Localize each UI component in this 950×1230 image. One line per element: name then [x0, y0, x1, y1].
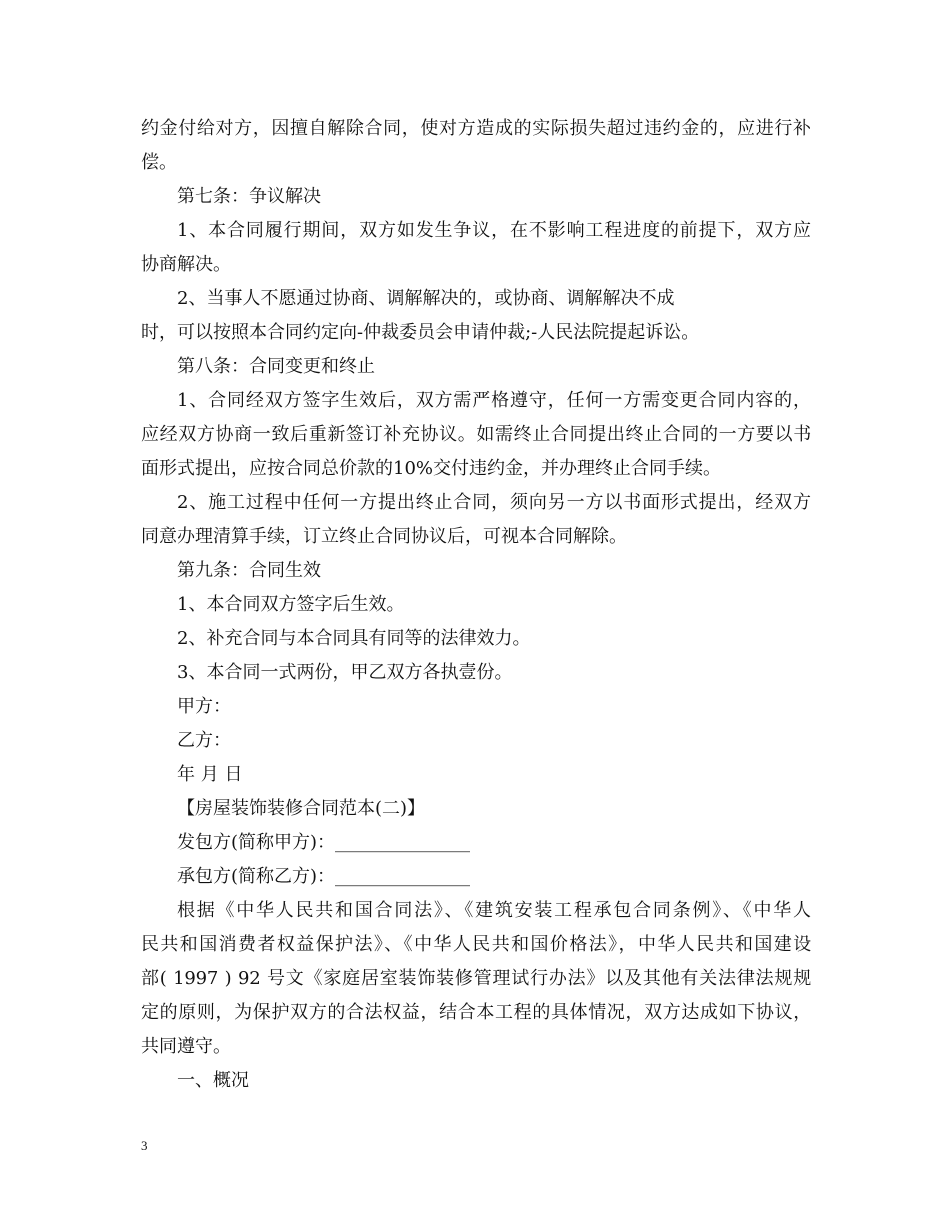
page-number: 3 [141, 1138, 148, 1153]
contractor-field: 承包方(简称乙方)：_______________ [177, 866, 471, 887]
paragraph-line: 定的原则，为保护双方的合法权益，结合本工程的具体情况，双方达成如下协议， [141, 1002, 811, 1023]
section-heading: 第七条：争议解决 [177, 186, 321, 207]
paragraph-line: 2、施工过程中任何一方提出终止合同，须向另一方以书面形式提出，经双方 [177, 492, 811, 513]
section-heading: 一、概况 [177, 1070, 249, 1091]
paragraph-line: 2、当事人不愿通过协商、调解解决的，或协商、调解解决不成 [177, 288, 675, 309]
contract-title: 【房屋装饰装修合同范本(二)】 [177, 798, 426, 819]
paragraph-line: 1、本合同双方签字后生效。 [177, 594, 405, 615]
paragraph-line: 应经双方协商一致后重新签订补充协议。如需终止合同提出终止合同的一方要以书 [141, 424, 811, 445]
paragraph-line: 共同遵守。 [141, 1036, 231, 1057]
paragraph-line: 民共和国消费者权益保护法》、《中华人民共和国价格法》，中华人民共和国建设 [141, 934, 811, 955]
paragraph-line: 同意办理清算手续，订立终止合同协议后，可视本合同解除。 [141, 526, 627, 547]
signature-date: 年 月 日 [177, 764, 243, 785]
paragraph-line: 约金付给对方，因擅自解除合同，使对方造成的实际损失超过违约金的，应进行补 [141, 118, 811, 139]
paragraph-line: 2、补充合同与本合同具有同等的法律效力。 [177, 628, 531, 649]
paragraph-line: 面形式提出，应按合同总价款的10%交付违约金，并办理终止合同手续。 [141, 458, 722, 479]
signature-party-a: 甲方： [177, 696, 231, 717]
paragraph-line: 1、合同经双方签字生效后，双方需严格遵守，任何一方需变更合同内容的， [177, 390, 811, 411]
paragraph-line: 根据《中华人民共和国合同法》、《建筑安装工程承包合同条例》、《中华人 [177, 900, 811, 921]
section-heading: 第八条：合同变更和终止 [177, 356, 375, 377]
paragraph-line: 1、本合同履行期间，双方如发生争议，在不影响工程进度的前提下，双方应 [177, 220, 811, 241]
paragraph-line: 部( 1997 ) 92 号文《家庭居室装饰装修管理试行办法》以及其他有关法律法规规 [141, 968, 811, 989]
paragraph-line: 协商解决。 [141, 254, 231, 275]
employer-field: 发包方(简称甲方)：_______________ [177, 832, 471, 853]
section-heading: 第九条：合同生效 [177, 560, 321, 581]
paragraph-line: 时，可以按照本合同约定向-仲裁委员会申请仲裁;-人民法院提起诉讼。 [141, 322, 700, 343]
signature-party-b: 乙方： [177, 730, 231, 751]
document-body [141, 112, 811, 1098]
paragraph-line: 3、本合同一式两份，甲乙双方各执壹份。 [177, 662, 513, 683]
paragraph-line: 偿。 [141, 152, 177, 173]
